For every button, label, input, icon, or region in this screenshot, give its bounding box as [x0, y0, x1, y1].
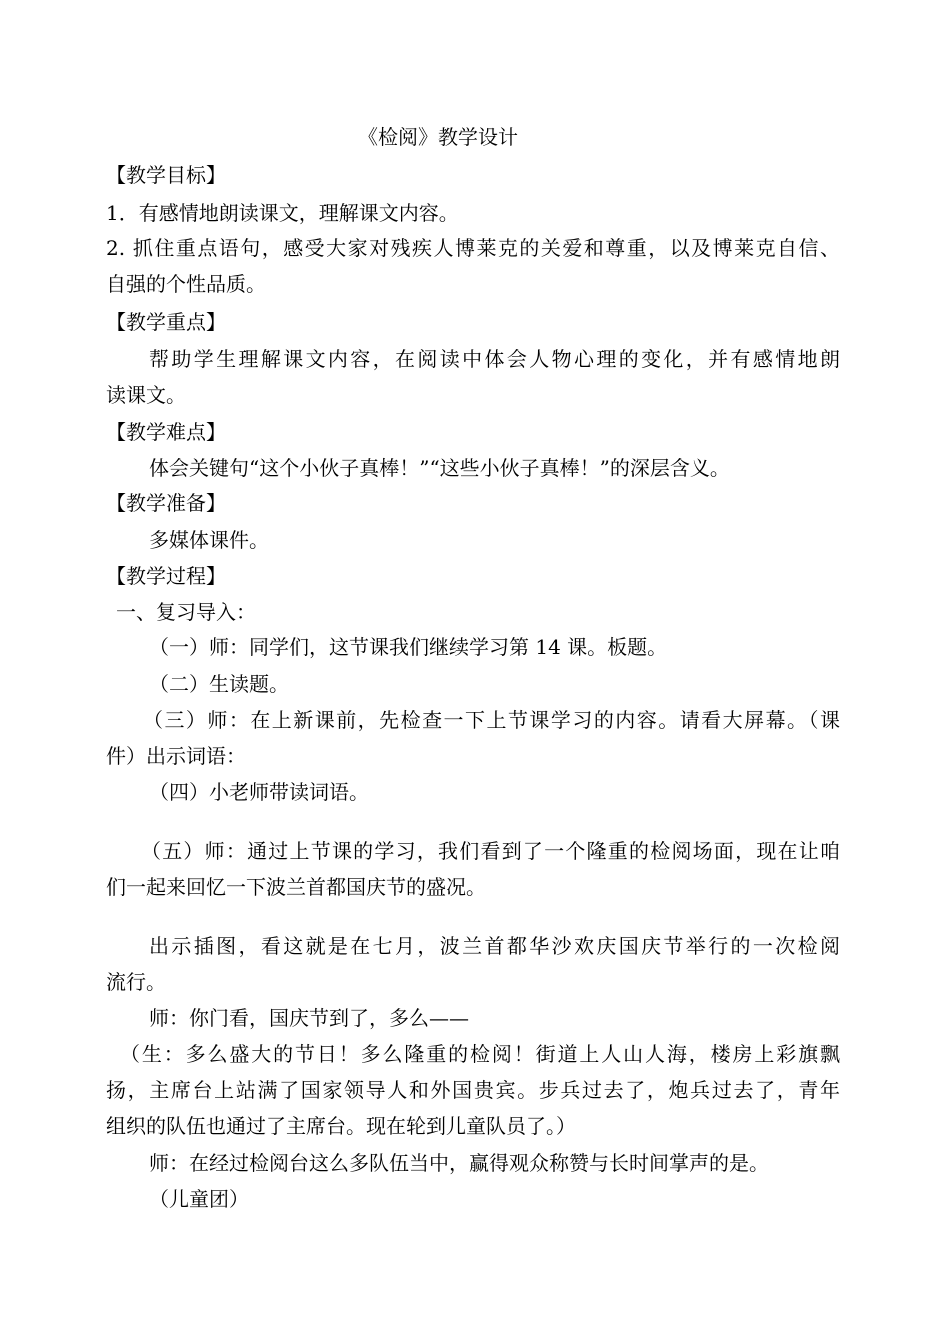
- section-heading-key-points: 【教学重点】: [106, 310, 226, 334]
- objective-item-1: 1．有感情地朗读课文，理解课文内容。: [106, 201, 459, 225]
- illustration-paragraph-cont: 流行。: [106, 970, 166, 994]
- document-title: 《检阅》教学设计: [358, 125, 518, 149]
- section-heading-process: 【教学过程】: [106, 564, 226, 588]
- section-heading-preparation: 【教学准备】: [106, 491, 226, 515]
- section-heading-difficulties: 【教学难点】: [106, 420, 226, 444]
- process-item-1: （一）师：同学们，这节课我们继续学习第 14 课。板题。: [149, 635, 668, 659]
- teacher-line-1: 师：你门看，国庆节到了，多么——: [149, 1006, 469, 1030]
- process-item-4: （四）小老师带读词语。: [149, 780, 369, 804]
- student-response-cont-1: 扬，主席台上站满了国家领导人和外国贵宾。步兵过去了，炮兵过去了，青年: [106, 1078, 840, 1102]
- process-item-3-cont: 件）出示词语：: [106, 744, 246, 768]
- answer-line: （儿童团）: [149, 1187, 249, 1211]
- key-points-text-cont: 读课文。: [106, 383, 186, 407]
- illustration-paragraph: 出示插图，看这就是在七月，波兰首都华沙欢庆国庆节举行的一次检阅: [149, 934, 840, 958]
- preparation-text: 多媒体课件。: [149, 528, 269, 552]
- process-step-1-heading: 一、复习导入：: [116, 600, 256, 624]
- objective-item-2: 2. 抓住重点语句，感受大家对残疾人博莱克的关爱和尊重，以及博莱克自信、: [106, 236, 840, 260]
- student-response: （生：多么盛大的节日！多么隆重的检阅！街道上人山人海，楼房上彩旗飘: [120, 1042, 840, 1066]
- section-heading-objectives: 【教学目标】: [106, 163, 226, 187]
- process-item-3: （三）师：在上新课前，先检查一下上节课学习的内容。请看大屏幕。（课: [143, 708, 840, 732]
- process-item-5-cont: 们一起来回忆一下波兰首都国庆节的盛况。: [106, 875, 486, 899]
- student-response-cont-2: 组织的队伍也通过了主席台。现在轮到儿童队员了。）: [106, 1114, 576, 1138]
- teacher-line-2: 师：在经过检阅台这么多队伍当中，赢得观众称赞与长时间掌声的是。: [149, 1151, 769, 1175]
- difficulties-text: 体会关键句“这个小伙子真棒！”“这些小伙子真棒！”的深层含义。: [149, 456, 730, 480]
- objective-item-2-cont: 自强的个性品质。: [106, 272, 266, 296]
- process-item-2: （二）生读题。: [149, 672, 289, 696]
- key-points-text: 帮助学生理解课文内容，在阅读中体会人物心理的变化，并有感情地朗: [149, 347, 840, 371]
- process-item-5: （五）师：通过上节课的学习，我们看到了一个隆重的检阅场面，现在让咱: [141, 839, 840, 863]
